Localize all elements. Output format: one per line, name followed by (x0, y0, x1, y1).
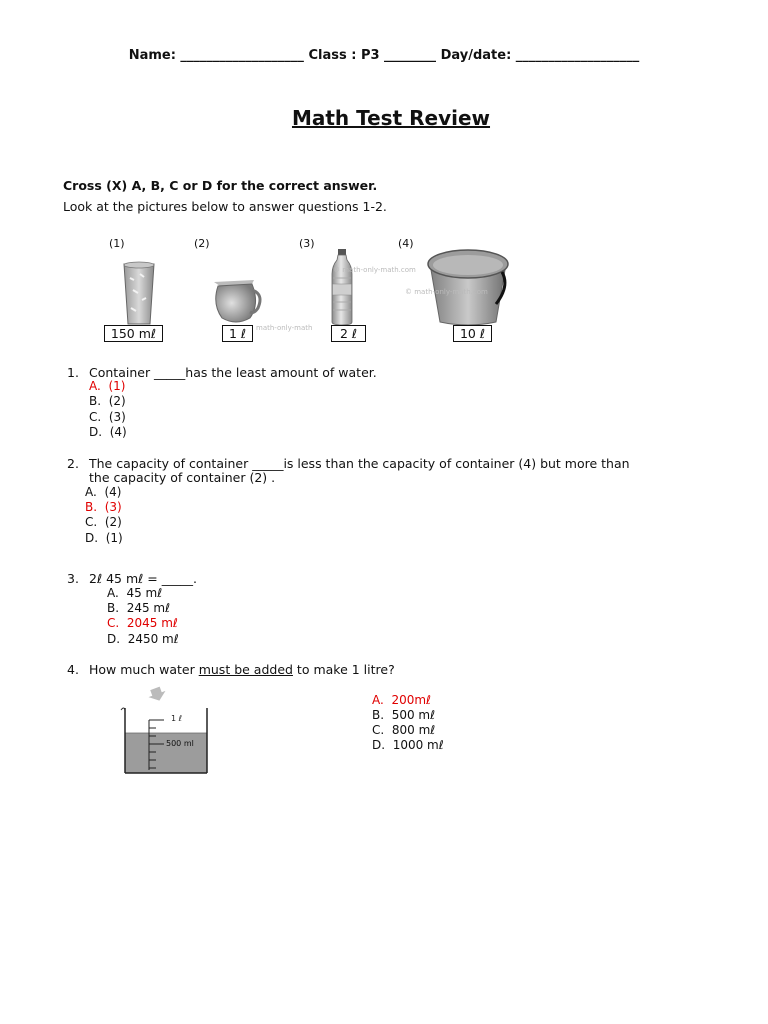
page-title: Math Test Review (291, 106, 491, 130)
container-3-capacity: 2 ℓ (331, 325, 366, 342)
student-info-header: Name: ___________________ Class : P3 ________ Day/date: ___________________ (128, 48, 640, 63)
watermark-1: © math-only-math.com (333, 266, 416, 274)
q3-option-a[interactable]: A. 45 mℓ (107, 586, 163, 600)
bucket-icon (424, 246, 512, 326)
container-4-number: (4) (398, 237, 414, 250)
jug-icon (210, 276, 280, 326)
bottle-icon (330, 248, 354, 326)
question-4-number: 4. (67, 662, 79, 677)
question-1-text: Container _____has the least amount of water. (89, 365, 377, 380)
instruction-main: Cross (X) A, B, C or D for the correct answer. (63, 178, 378, 193)
beaker-level-label: 500 ml (166, 739, 194, 748)
question-4-text: How much water must be added to make 1 litre? (89, 662, 395, 677)
question-4-emphasis: must be added (198, 662, 293, 677)
watermark-2: © math-only-math.com (405, 288, 488, 296)
q4-option-c[interactable]: C. 800 mℓ (372, 723, 436, 737)
q3-option-c[interactable]: C. 2045 mℓ (107, 616, 178, 630)
question-2-text-line2: the capacity of container (2) . (89, 470, 276, 485)
question-3-number: 3. (67, 571, 79, 586)
question-2-text-line1: The capacity of container _____is less than the capacity of container (4) but more than (89, 456, 630, 471)
container-4-capacity: 10 ℓ (453, 325, 492, 342)
glass-icon (118, 260, 160, 326)
q1-option-d[interactable]: D. (4) (89, 425, 127, 439)
question-2-number: 2. (67, 456, 79, 471)
q2-option-c[interactable]: C. (2) (85, 515, 122, 529)
instruction-sub: Look at the pictures below to answer questions 1-2. (63, 199, 387, 214)
q1-option-c[interactable]: C. (3) (89, 410, 126, 424)
q3-option-d[interactable]: D. 2450 mℓ (107, 632, 179, 646)
container-1-number: (1) (109, 237, 125, 250)
q3-option-b[interactable]: B. 245 mℓ (107, 601, 171, 615)
q2-option-d[interactable]: D. (1) (85, 531, 123, 545)
question-3-text: 2ℓ 45 mℓ = _____. (89, 571, 197, 586)
beaker-icon (116, 686, 216, 776)
question-1-number: 1. (67, 365, 79, 380)
beaker-top-label: 1 ℓ (171, 714, 182, 723)
q4-option-b[interactable]: B. 500 mℓ (372, 708, 436, 722)
container-2-capacity: 1 ℓ (222, 325, 253, 342)
q2-option-a[interactable]: A. (4) (85, 485, 122, 499)
q4-option-d[interactable]: D. 1000 mℓ (372, 738, 444, 752)
q4-option-a[interactable]: A. 200mℓ (372, 693, 432, 707)
q1-option-a[interactable]: A. (1) (89, 379, 126, 393)
q1-option-b[interactable]: B. (2) (89, 394, 126, 408)
container-1-capacity: 150 mℓ (104, 325, 163, 342)
watermark-3: math-only-math (256, 324, 313, 332)
container-2-number: (2) (194, 237, 210, 250)
q2-option-b[interactable]: B. (3) (85, 500, 122, 514)
container-3-number: (3) (299, 237, 315, 250)
